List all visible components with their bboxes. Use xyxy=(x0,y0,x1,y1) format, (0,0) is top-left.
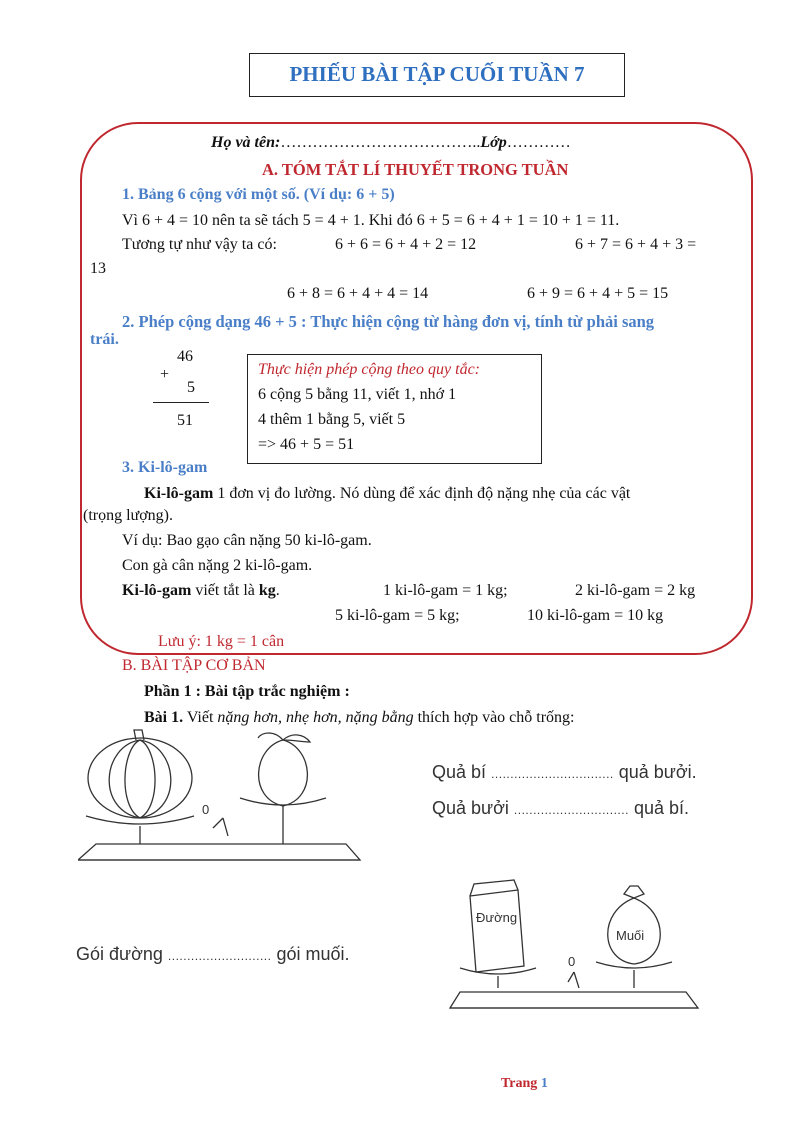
scale1-zero: 0 xyxy=(202,802,210,817)
exercise1-text-b: thích hợp vào chỗ trống: xyxy=(413,709,575,726)
conv2: 2 ki-lô-gam = 2 kg xyxy=(575,582,696,599)
def-term: Ki-lô-gam xyxy=(144,485,214,502)
scale2-zero: 0 xyxy=(568,954,576,969)
part1-line1: Vì 6 + 4 = 10 nên ta sẽ tách 5 = 4 + 1. Khi đó 6 + 5 = 6 + 4 + 1 = 10 + 1 = 11. xyxy=(122,212,620,229)
part2-heading-line2: trái. xyxy=(90,331,119,348)
abbr-term: Ki-lô-gam xyxy=(122,582,192,599)
calc-plus: + xyxy=(160,366,170,383)
page-number: 1 xyxy=(540,1076,548,1091)
part1-eq2-tail: 13 xyxy=(90,260,106,277)
name-label: Họ và tên: xyxy=(211,134,281,151)
def-text: 1 đơn vị đo lường. Nó dùng để xác định độ nặng nhẹ của các vật xyxy=(213,485,631,502)
title-box xyxy=(249,53,625,97)
part1-eq2: 6 + 7 = 6 + 4 + 3 = xyxy=(575,236,697,253)
class-label: Lớp xyxy=(480,134,507,151)
salt-bag-icon xyxy=(608,886,661,964)
conv4: 10 ki-lô-gam = 10 kg xyxy=(527,607,664,624)
sugar-bag-icon xyxy=(470,880,524,972)
q2-blank[interactable]: .............................. xyxy=(513,803,629,817)
section-b-heading: B. BÀI TẬP CƠ BẢN xyxy=(122,657,266,674)
sugar-bag-label: Đường xyxy=(476,910,518,925)
question-2 xyxy=(432,798,689,819)
part2-heading-line1: 2. Phép cộng dạng 46 + 5 : Thực hiện cộng từ hàng đơn vị, tính từ phải sang xyxy=(122,312,655,331)
calc-bottom: 5 xyxy=(187,379,195,396)
class-dots: ………… xyxy=(506,134,571,151)
abbr-end: . xyxy=(275,582,280,599)
question-3 xyxy=(76,944,350,965)
q3-object: gói muối. xyxy=(276,944,350,964)
part1-eq1: 6 + 6 = 6 + 4 + 2 = 12 xyxy=(335,236,477,253)
rule-step2: 4 thêm 1 bằng 5, viết 5 xyxy=(258,411,406,428)
q1-subject: Quả bí xyxy=(432,762,487,782)
calc-top: 46 xyxy=(177,348,193,365)
q3-subject: Gói đường xyxy=(76,944,163,964)
part3-heading: 3. Ki-lô-gam xyxy=(122,459,208,476)
question-1 xyxy=(432,762,697,783)
part3-definition xyxy=(144,485,630,503)
part3-example1: Ví dụ: Bao gạo cân nặng 50 ki-lô-gam. xyxy=(122,532,372,549)
abbr-mid: viết tắt là xyxy=(191,582,259,599)
part1-line2-lead: Tương tự như vậy ta có: xyxy=(122,236,277,253)
kg-note: Lưu ý: 1 kg = 1 cân xyxy=(158,633,285,650)
part1-eq4: 6 + 9 = 6 + 4 + 5 = 15 xyxy=(527,285,669,302)
q1-object: quả bưởi. xyxy=(618,762,697,782)
q3-blank[interactable]: ........................... xyxy=(167,949,272,963)
part1-eq3: 6 + 8 = 6 + 4 + 4 = 14 xyxy=(287,285,429,302)
calc-line xyxy=(153,402,209,403)
exercise1-text-a: Viết xyxy=(183,709,218,726)
conv1: 1 ki-lô-gam = 1 kg; xyxy=(383,582,508,599)
part3-def-line2: (trọng lượng). xyxy=(83,507,174,524)
q1-blank[interactable]: ................................ xyxy=(491,767,614,781)
scale-pumpkin-pomelo xyxy=(78,728,368,878)
part3-abbreviation xyxy=(122,582,280,600)
rule-step1: 6 cộng 5 bằng 11, viết 1, nhớ 1 xyxy=(258,386,457,403)
pomelo-icon xyxy=(258,733,310,806)
page-title: PHIẾU BÀI TẬP CUỐI TUẦN 7 xyxy=(289,62,585,86)
salt-bag-label: Muối xyxy=(616,928,645,943)
part1-heading: 1. Bảng 6 cộng với một số. (Ví dụ: 6 + 5) xyxy=(122,186,395,203)
student-line xyxy=(211,134,571,152)
abbr-unit: kg xyxy=(258,582,276,599)
page-footer xyxy=(501,1076,548,1092)
name-dots: ……………………………….. xyxy=(280,134,481,151)
rule-step3: => 46 + 5 = 51 xyxy=(258,436,355,453)
exercise1-label: Bài 1. xyxy=(144,709,184,726)
pumpkin-icon xyxy=(88,730,192,818)
part1-exercise-heading: Phần 1 : Bài tập trắc nghiệm : xyxy=(144,683,350,700)
exercise1-options: nặng hơn, nhẹ hơn, nặng bằng xyxy=(217,709,414,726)
rule-title: Thực hiện phép cộng theo quy tắc: xyxy=(258,361,480,378)
conv3: 5 ki-lô-gam = 5 kg; xyxy=(335,607,460,624)
q2-object: quả bí. xyxy=(633,798,689,818)
page-label: Trang xyxy=(501,1076,538,1091)
part3-example2: Con gà cân nặng 2 ki-lô-gam. xyxy=(122,557,313,574)
q2-subject: Quả bưởi xyxy=(432,798,509,818)
calc-result: 51 xyxy=(177,412,193,429)
section-a-heading: A. TÓM TẮT LÍ THUYẾT TRONG TUẦN xyxy=(262,160,569,179)
exercise1-instruction xyxy=(144,709,574,727)
scale-sugar-salt xyxy=(448,876,702,1022)
